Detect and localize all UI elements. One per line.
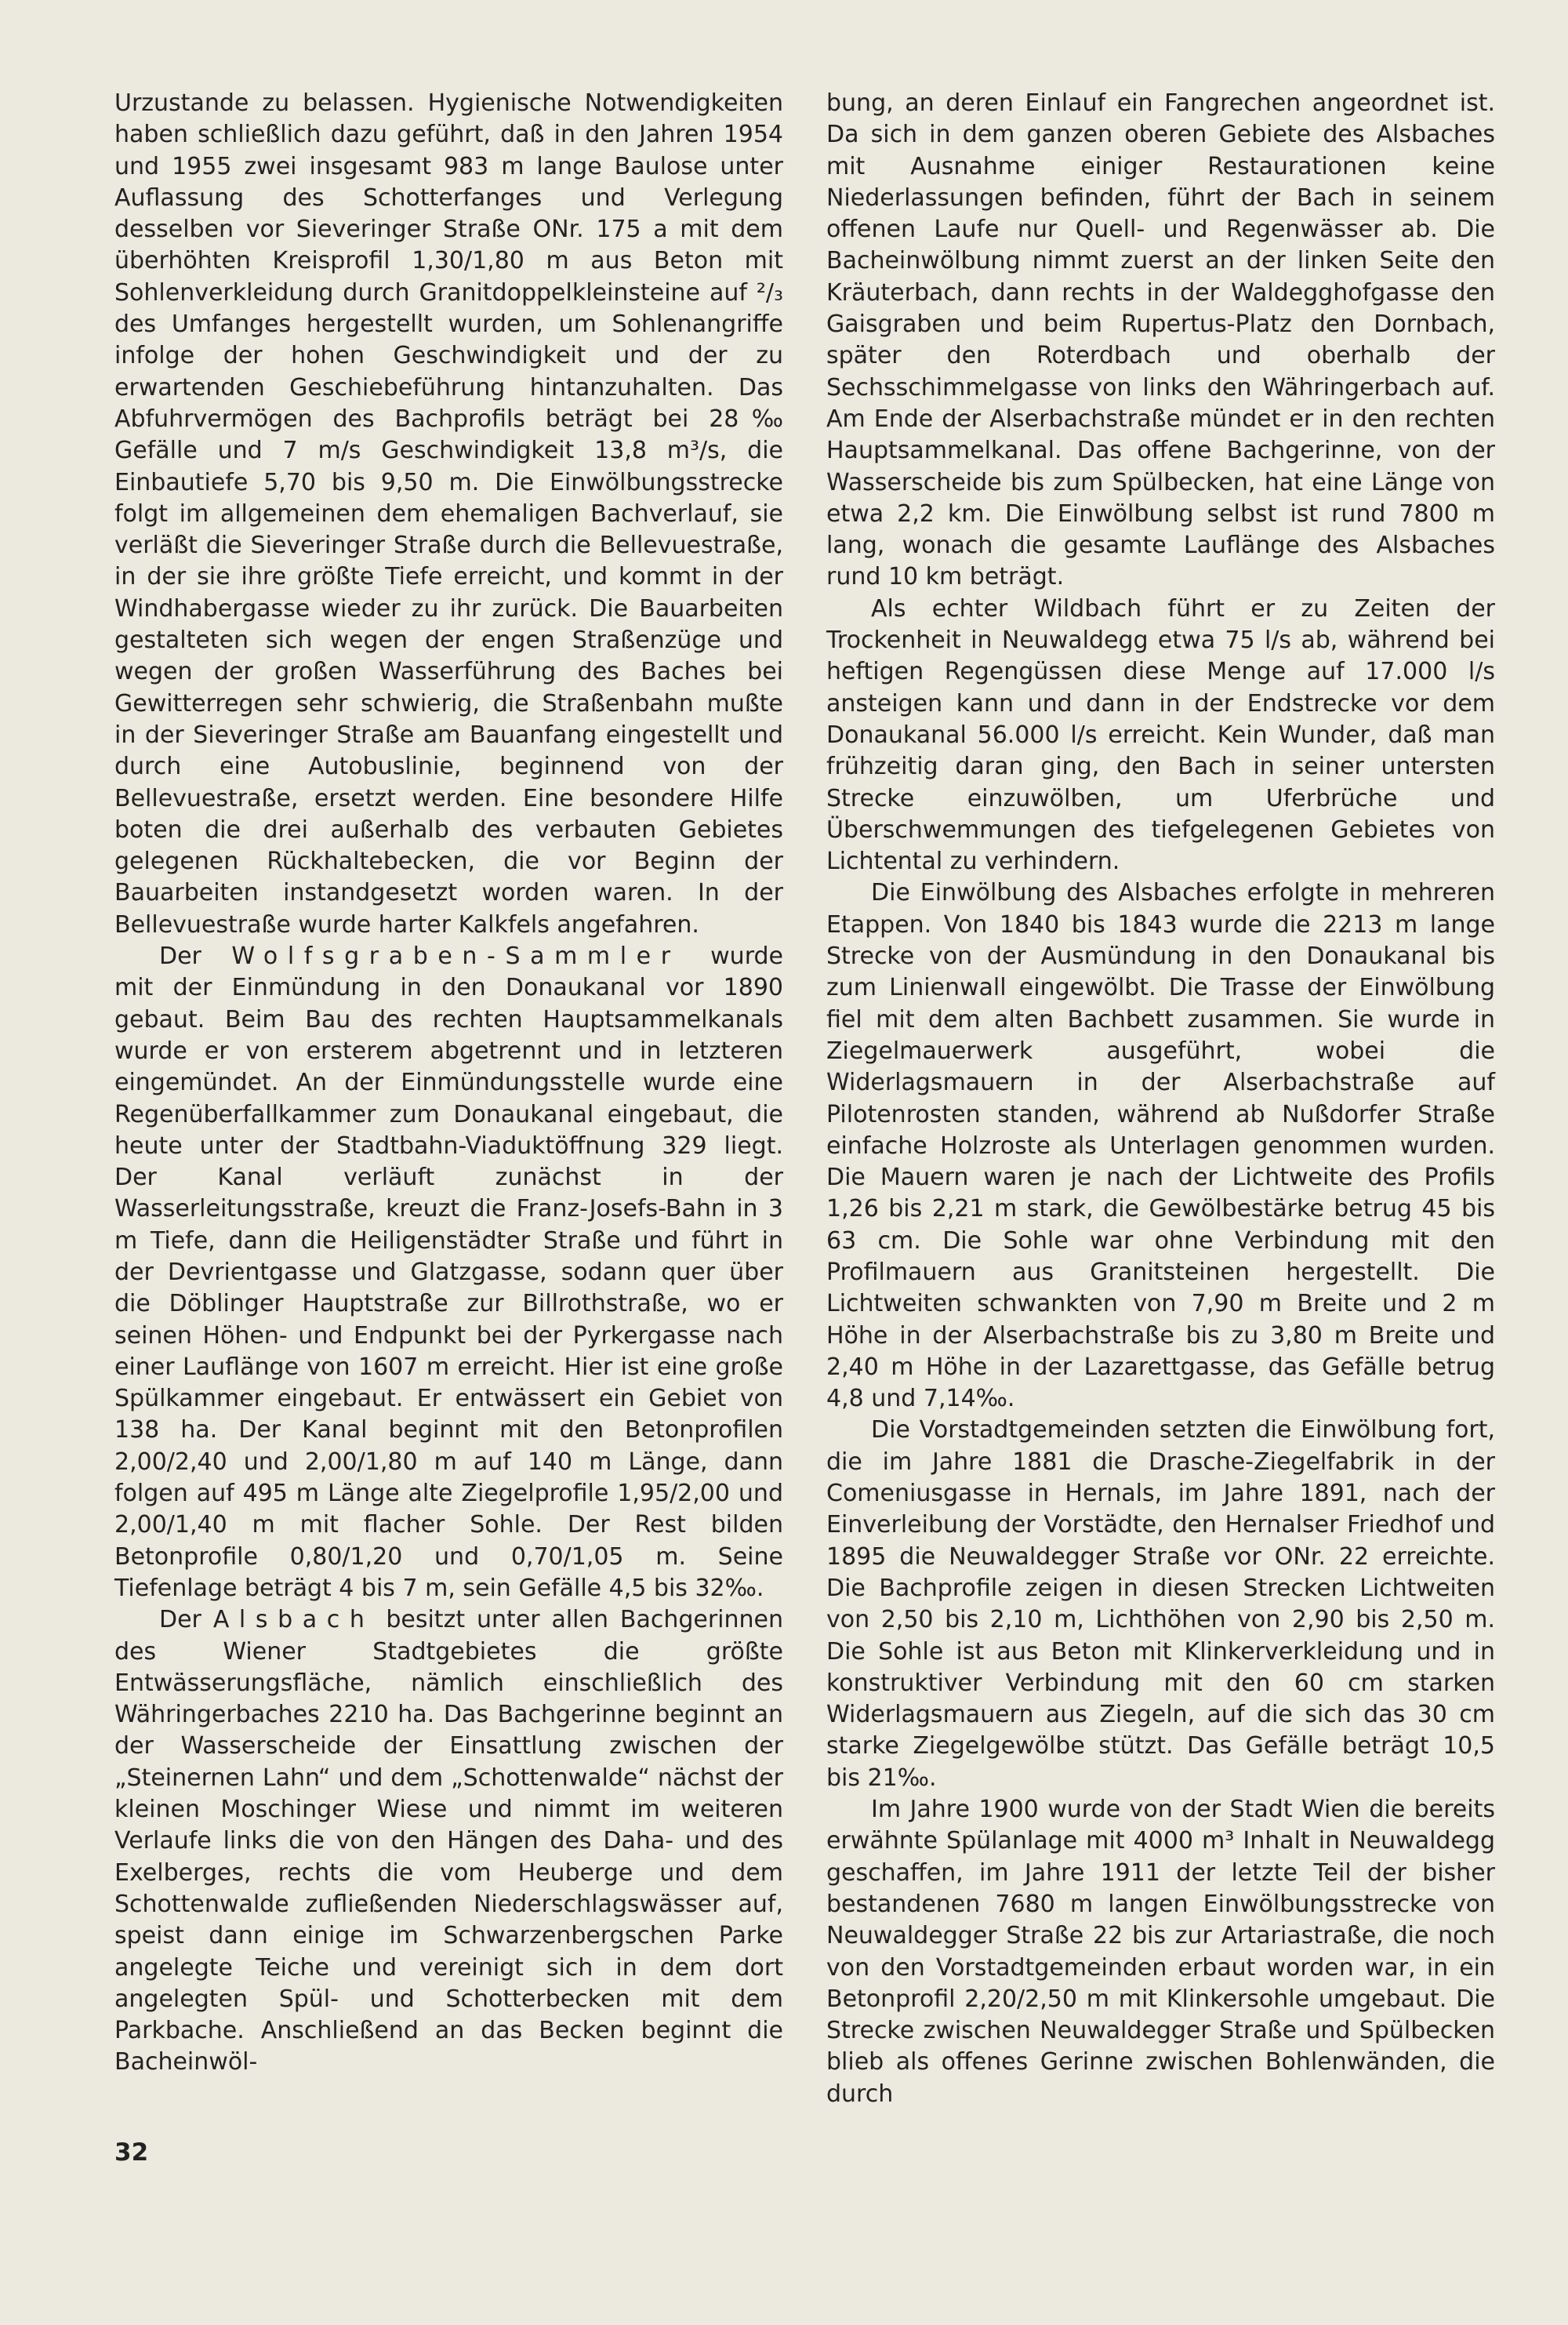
- paragraph-jahr-1900: Im Jahre 1900 wurde von der Stadt Wien die bereits erwähnte Spülanlage mit 4000 m³ Inhalt in Neuwaldegg geschaffen, im Jahre 1911 der letzte Teil der bisher bestandenen 7680 m langen Einwölbungsstrecke von Neuwaldegger Straße 22 bis zur Artariastraße, die noch von den Vorstadtgemeinden erbaut worden war, in ein Betonprofil 2,20/2,50 m mit Klinkersohle umgebaut. Die Strecke zwischen Neuwaldegger Straße und Spülbecken blieb als offenes Gerinne zwischen Bohlenwänden, die durch: [826, 1796, 1495, 2108]
- right-text-column: [826, 88, 1495, 2110]
- paragraph-sieveringer-sammler: Urzustande zu belassen. Hygienische Notwendigkeiten haben schließlich dazu geführt, daß in den Jahren 1954 und 1955 zwei insgesamt 983 m lange Baulose unter Auflassung des Schotterfanges und Verlegung desselben vor Sieveringer Straße ONr. 175 a mit dem überhöhten Kreisprofil 1,30/1,80 m aus Beton mit Sohlenverkleidung durch Granitdoppelkleinsteine auf ²/₃ des Umfanges hergestellt wurden, um Sohlenangriffe infolge der hohen Geschwindigkeit und der zu erwartenden Geschiebeführung hintanzuhalten. Das Abfuhrvermögen des Bachprofils beträgt bei 28‰ Gefälle und 7 m/s Geschwindigkeit 13,8 m³/s, die Einbautiefe 5,70 bis 9,50 m. Die Einwölbungsstrecke folgt im allgemeinen dem ehemaligen Bachverlauf, sie verläßt die Sieveringer Straße durch die Bellevuestraße, in der sie ihre größte Tiefe erreicht, und kommt in der Windhabergasse wieder zu ihr zurück. Die Bauarbeiten gestalteten sich wegen der engen Straßenzüge und wegen der großen Wasserführung des Baches bei Gewitterregen sehr schwierig, die Straßenbahn mußte in der Sieveringer Straße am Bauanfang eingestellt und durch eine Autobuslinie, beginnend von der Bellevuestraße, ersetzt werden. Eine besondere Hilfe boten die drei außerhalb des verbauten Gebietes gelegenen Rückhaltebecken, die vor Beginn der Bauarbeiten instandgesetzt worden waren. In der Bellevuestraße wurde harter Kalkfels angefahren.: [114, 89, 783, 939]
- paragraph-body: besitzt unter allen Bachgerinnen des Wiener Stadtgebietes die größte Entwässerungsfläche, nämlich einschließlich des Währingerbaches 2210 ha. Das Bachgerinne beginnt an der Wasserscheide der Einsattlung zwischen der „Steinernen Lahn“ und dem „Schottenwalde“ nächst der kleinen Moschinger Wiese und nimmt im weiteren Verlaufe links die von den Hängen des Daha- und des Exelberges, rechts die vom Heuberge und dem Schottenwalde zufließenden Niederschlagswässer auf, speist dann einige im Schwarzenbergschen Parke angelegte Teiche und vereinigt sich in dem dort angelegten Spül- und Schotterbecken mit dem Parkbache. Anschließend an das Becken beginnt die Bacheinwöl-: [114, 1606, 784, 2076]
- paragraph-body: wurde mit der Einmündung in den Donaukanal vor 1890 gebaut. Beim Bau des rechten Hauptsammelkanals wurde er von ersterem abgetrennt und in letzteren eingemündet. An der Einmündungsstelle wurde eine Regenüberfallkammer zum Donaukanal eingebaut, die heute unter der Stadtbahn-Viaduktöffnung 329 liegt. Der Kanal verläuft zunächst in der Wasserleitungsstraße, kreuzt die Franz-Josefs-Bahn in 3 m Tiefe, dann die Heiligenstädter Straße und führt in der Devrientgasse und Glatzgasse, sodann quer über die Döblinger Hauptstraße zur Billrothstraße, wo er seinen Höhen- und Endpunkt bei der Pyrkergasse nach einer Lauflänge von 1607 m erreicht. Hier ist eine große Spülkammer eingebaut. Er entwässert ein Gebiet von 138 ha. Der Kanal beginnt mit den Betonprofilen 2,00/2,40 und 2,00/1,80 m auf 140 m Länge, dann folgen auf 495 m Länge alte Ziegelprofile 1,95/2,00 und 2,00/1,40 m mit flacher Sohle. Der Rest bilden Betonprofile 0,80/1,20 und 0,70/1,05 m. Seine Tiefenlage beträgt 4 bis 7 m, sein Gefälle 4,5 bis 32‰.: [114, 943, 783, 1602]
- paragraph-wildbach: Als echter Wildbach führt er zu Zeiten der Trockenheit in Neuwaldegg etwa 75 l/s ab, während bei heftigen Regengüssen diese Menge auf 17.000 l/s ansteigen kann und dann in der Endstrecke vor dem Donaukanal 56.000 l/s erreicht. Kein Wunder, daß man frühzeitig daran ging, den Bach in seiner untersten Strecke einzuwölben, um Uferbrüche und Überschwemmungen des tiefgelegenen Gebietes von Lichtental zu verhindern.: [826, 594, 1495, 876]
- left-text-column: [114, 88, 783, 2079]
- paragraph-bacheinwoelbung: bung, an deren Einlauf ein Fangrechen angeordnet ist. Da sich in dem ganzen oberen Gebiete des Alsbaches mit Ausnahme einiger Restaurationen keine Niederlassungen befinden, führt der Bach in seinem offenen Laufe nur Quell- und Regenwässer ab. Die Bacheinwölbung nimmt zuerst an der linken Seite den Kräuterbach, dann rechts in der Waldegghofgasse den Gaisgraben und beim Rupertus-Platz den Dornbach, später den Roterdbach und oberhalb der Sechsschimmelgasse von links den Währingerbach auf. Am Ende der Alserbachstraße mündet er in den rechten Hauptsammelkanal. Das offene Bachgerinne, von der Wasserscheide bis zum Spülbecken, hat eine Länge von etwa 2,2 km. Die Einwölbung selbst ist rund 7800 m lang, wonach die gesamte Lauflänge des Alsbaches rund 10 km beträgt.: [826, 89, 1495, 591]
- spaced-term-wolfsgraben: Wolfsgraben-Sammler: [231, 943, 681, 971]
- paragraph-intro: Der: [159, 943, 201, 971]
- paragraph-wolfsgraben-sammler: [114, 941, 783, 1604]
- spaced-term-alsbach: Alsbach: [212, 1606, 375, 1634]
- paragraph-intro: Der: [159, 1606, 201, 1634]
- paragraph-alsbach: [114, 1604, 783, 2078]
- paragraph-vorstadtgemeinden: Die Vorstadtgemeinden setzten die Einwölbung fort, die im Jahre 1881 die Drasche-Ziegelfabrik in der Comeniusgasse in Hernals, im Jahre 1891, nach der Einverleibung der Vorstädte, den Hernalser Friedhof und 1895 die Neuwaldegger Straße vor ONr. 22 erreichte. Die Bachprofile zeigen in diesen Strecken Lichtweiten von 2,50 bis 2,10 m, Lichthöhen von 2,90 bis 2,50 m. Die Sohle ist aus Beton mit Klinkerverkleidung und in konstruktiver Verbindung mit den 60 cm starken Widerlagsmauern aus Ziegeln, auf die sich das 30 cm starke Ziegelgewölbe stützt. Das Gefälle beträgt 10,5 bis 21‰.: [826, 1416, 1495, 1792]
- paragraph-einwoelbung-etappen: Die Einwölbung des Alsbaches erfolgte in mehreren Etappen. Von 1840 bis 1843 wurde die 2213 m lange Strecke von der Ausmündung in den Donaukanal bis zum Linienwall eingewölbt. Die Trasse der Einwölbung fiel mit dem alten Bachbett zusammen. Sie wurde in Ziegelmauerwerk ausgeführt, wobei die Widerlagsmauern in der Alserbachstraße auf Pilotenrosten standen, während ab Nußdorfer Straße einfache Holzroste als Unterlagen genommen wurden. Die Mauern waren je nach der Lichtweite des Profils 1,26 bis 2,21 m stark, die Gewölbestärke betrug 45 bis 63 cm. Die Sohle war ohne Verbindung mit den Profilmauern aus Granitsteinen hergestellt. Die Lichtweiten schwankten von 7,90 m Breite und 2 m Höhe in der Alserbachstraße bis zu 3,80 m Breite und 2,40 m Höhe in der Lazarettgasse, das Gefälle betrug 4,8 und 7,14‰.: [826, 879, 1495, 1413]
- page-number: 32: [114, 2138, 149, 2167]
